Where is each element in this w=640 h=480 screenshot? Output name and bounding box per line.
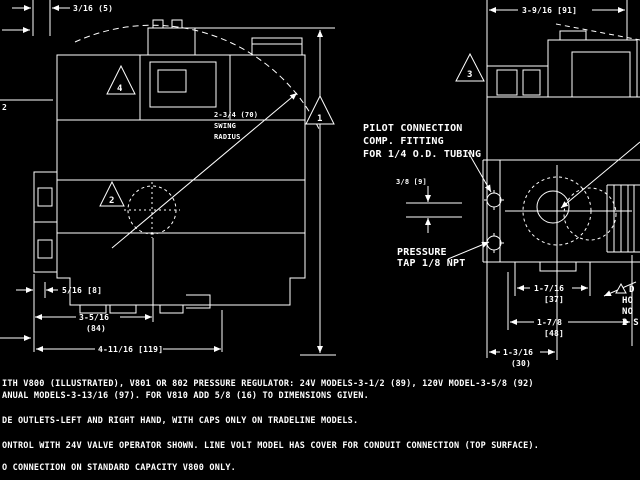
swing-radius-label-line3: RADIUS <box>214 133 241 141</box>
dim-label-a: 1-7/16 <box>534 284 565 293</box>
swing-radius-label-line1: 2-3/4 (70) <box>214 111 259 119</box>
note-line-5: O CONNECTION ON STANDARD CAPACITY V800 ONLY. <box>2 463 236 473</box>
note-line-1: ITH V800 (ILLUSTRATED), V801 OR 802 PRESSURE REGULATOR: 24V MODELS-3-1/2 (89), 120V MODEL-3-5/8 (92) <box>2 379 534 389</box>
dim-label-c: 1-3/16 <box>503 348 534 357</box>
dim-label-top-left: 3/16 (5) <box>73 4 114 13</box>
swing-radius-label-line2: SWING <box>214 122 237 130</box>
edge-note-line4: 2 S <box>622 318 639 328</box>
dim-label-overall-width: 4-11/16 [119] <box>98 345 164 354</box>
clipped-edge-fragment: 2 <box>2 103 8 112</box>
note-line-4: ONTROL WITH 24V VALVE OPERATOR SHOWN. LINE VOLT MODEL HAS COVER FOR CONDUIT CONNECTION (TOP SURFACE). <box>2 441 540 451</box>
edge-note-line3: NO <box>622 307 634 317</box>
edge-note-line1: D <box>629 285 635 295</box>
note-line-3: DE OUTLETS-LEFT AND RIGHT HAND, WITH CAPS ONLY ON TRADELINE MODELS. <box>2 416 359 426</box>
dim-label-mid-width: 3-5/16 <box>79 313 110 322</box>
dim-label-a-mm: [37] <box>544 295 565 304</box>
triangle-4-number: 4 <box>117 84 123 94</box>
dim-label-flange-offset: 5/16 [8] <box>62 286 103 295</box>
pressure-tap-label-line1: PRESSURE <box>397 247 447 258</box>
dim-label-mid-width-mm: (84) <box>86 324 107 333</box>
pressure-tap-label-line2: TAP 1/8 NPT <box>397 258 466 269</box>
dim-label-c-mm: (30) <box>511 359 532 368</box>
note-line-2: ANUAL MODELS-3-13/16 (97). FOR V810 ADD 5/8 (16) TO DIMENSIONS GIVEN. <box>2 391 369 401</box>
dim-label-b: 1-7/8 <box>537 318 563 327</box>
pilot-connection-label-line1: PILOT CONNECTION <box>363 123 463 134</box>
edge-note-line2: HO <box>622 296 634 306</box>
dim-label-b-mm: [48] <box>544 329 565 338</box>
triangle-1-number: 1 <box>317 114 323 124</box>
triangle-3-number: 3 <box>467 70 473 80</box>
dim-label-pilot-offset: 3/8 [9] <box>396 178 427 186</box>
pilot-connection-label-line3: FOR 1/4 O.D. TUBING <box>363 149 482 160</box>
dim-label-top-right: 3-9/16 [91] <box>522 6 578 15</box>
triangle-2-number: 2 <box>109 196 115 206</box>
pilot-connection-label-line2: COMP. FITTING <box>363 136 444 147</box>
